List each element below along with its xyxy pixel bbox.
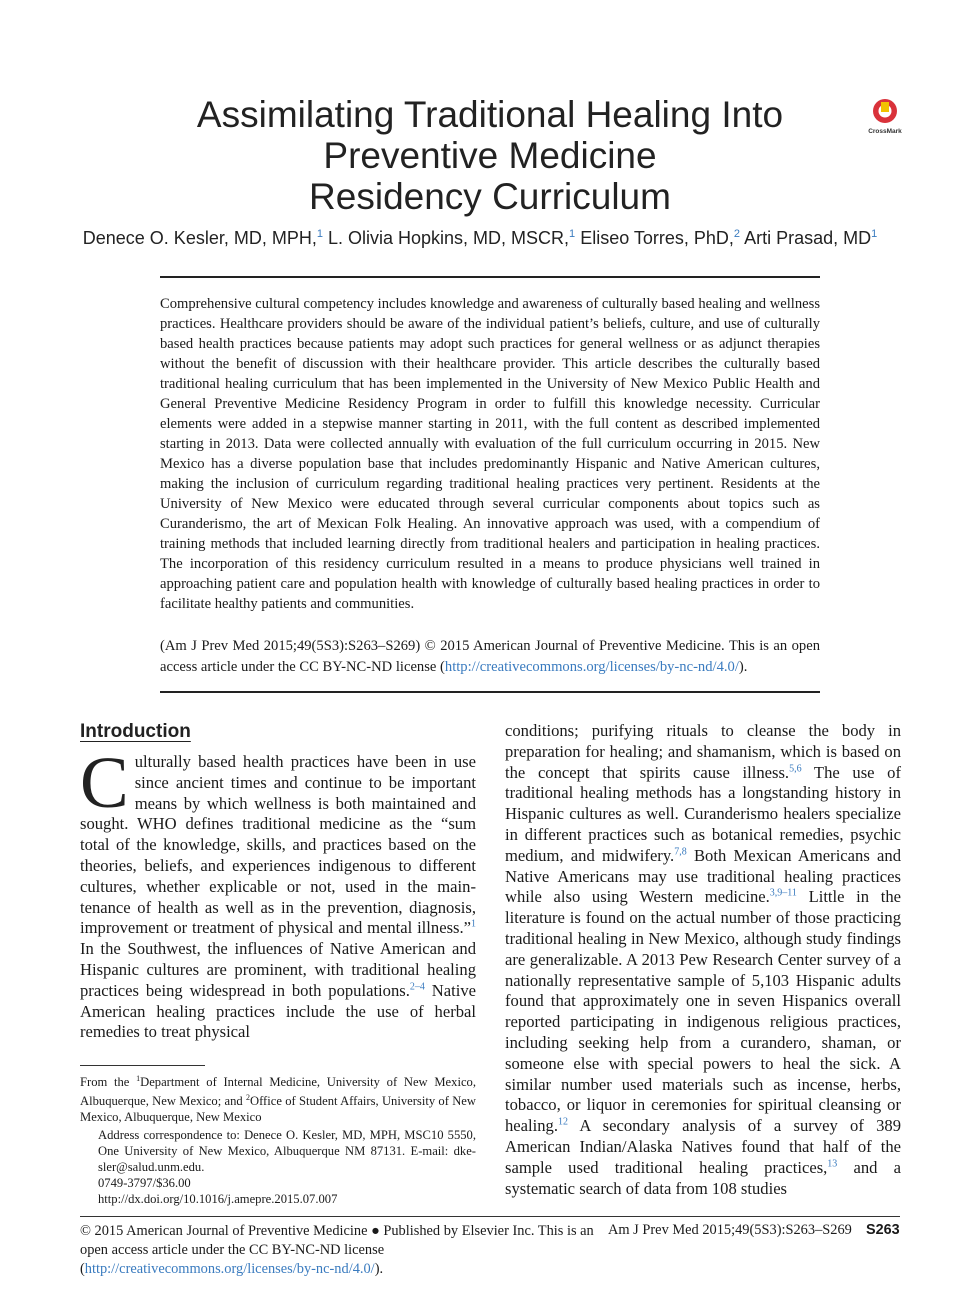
body-text: and a systematic search of data from 108 studies	[505, 1157, 901, 1198]
abstract-citation	[160, 636, 820, 677]
reference-link[interactable]: 2–4	[409, 981, 425, 993]
body-text: Native American healing practices include the use of herbal remedies to treat physical	[80, 980, 477, 1042]
reference-link[interactable]: 7,8	[674, 846, 687, 858]
author-name[interactable]: L. Olivia Hopkins, MD, MSCR,	[327, 228, 570, 248]
author-name[interactable]: Eliseo Torres, PhD,	[580, 228, 734, 248]
footer-copyright	[80, 1222, 600, 1279]
citation-suffix: ).	[738, 658, 748, 675]
intro-paragraph	[80, 742, 477, 1043]
reference-link[interactable]: 12	[558, 1116, 568, 1128]
author-list	[40, 228, 920, 249]
title-line: Assimilating Traditional Healing Into	[196, 94, 784, 135]
abstract-top-rule	[160, 276, 820, 278]
body-column-left	[80, 742, 477, 1043]
drop-cap: C	[80, 742, 129, 823]
intro-paragraph-continued	[505, 721, 901, 1199]
section-heading-introduction: Introduction	[80, 721, 191, 742]
reference-link[interactable]: 3,9–11	[769, 887, 797, 899]
abstract-text: Comprehensive cultural competency includes knowledge and awareness of culturally based healing and wellness practices. Healthcare providers should be aware of the individual patient’s beliefs, culture, and use of culturally based health practices because patients may adopt such practices for general wellness or as adjunct therapies without the benefit of discussion with their healthcare provider. This article describes the culturally based traditional healing curriculum that has been implemented in the University of New Mexico Public Health and General Preventive Medicine Residency Program in order to fulfill this knowledge necessity. Curricular elements were added in a stepwise manner starting in 2011, with the full content as described implemented starting in 2013. Data were collected annually with evaluation of the full curriculum occurring in 2015. New Mexico has a diverse population base that includes predominantly Hispanic and Native American cultures, making the inclusion of curriculum regarding traditional healing practices very pertinent. Residents at the University of New Mexico were educated through several curricular components about topics such as Curanderismo, the art of Mexican Folk Healing. An innovative approach was used, with a compendium of training methods that included learning directly from traditional healers and participation in healing practices. The incorporation of this residency curriculum resulted in a means to produce physicians well trained in approaching patient care and population health with knowledge of culturally based healing practices in order to facilitate healthy patients and communities.	[160, 296, 820, 612]
abstract	[160, 294, 820, 614]
affiliation-mark: 2	[733, 228, 741, 240]
crossmark-bookmark	[881, 102, 889, 112]
body-column-right	[505, 721, 901, 1199]
footer-rule	[80, 1216, 900, 1217]
reference-link[interactable]: 5,6	[789, 763, 802, 775]
citation-text: (Am J Prev Med 2015;49(5S3):S263–S269) © 2015 American Journal of Preventive Medicine. This is an open access article under the CC BY-NC-ND license (	[160, 638, 820, 675]
body-text: The use of traditional healing methods has a longstanding history in Hispanic cultures as well. Curanderismo healers specialize in different practices such as botanical remedies, psychic medium, and midwifery.	[505, 762, 902, 865]
author-name[interactable]: Arti Prasad, MD	[744, 228, 872, 248]
footer-suffix: ).	[374, 1261, 384, 1277]
footer-text: © 2015 American Journal of Preventive Medicine ● Published by Elsevier Inc. This is an open access article under the CC BY-NC-ND license (	[80, 1223, 594, 1277]
body-text: ulturally based health practices have been in use since ancient times and continue to be important means by which wellness is both maintained and sought. WHO defines traditional medicine as the “sum total of the knowledge, skills, and practices based on the theories, beliefs, and experiences indigenous to different cultures, whether explicable or not, used in the maintenance of health as well as in the prevention, diagnosis, improvement or treatment of physical and mental illness.”	[80, 752, 476, 938]
issn-note: 0749-3797/$36.00	[98, 1176, 191, 1191]
affiliation-mark: 1	[871, 228, 878, 240]
title-line: Preventive Medicine	[323, 135, 657, 176]
footer-journal-citation: Am J Prev Med 2015;49(5S3):S263–S269	[608, 1222, 852, 1238]
footnote-text: Department of Internal Medicine, University of New Mexico, Albuquerque, New Mexico; and	[80, 1075, 476, 1109]
affiliation-mark: 1	[136, 1074, 141, 1083]
page-number: S263	[866, 1222, 900, 1238]
footnote-rule	[80, 1065, 205, 1066]
article-title	[130, 94, 850, 217]
footnotes	[80, 1071, 476, 1207]
body-text: A secondary analysis of a survey of 389 American Indian/Alaska Natives found that half of the sample used traditional healing practices,	[505, 1116, 901, 1177]
crossmark-label: CrossMark	[868, 128, 902, 135]
author-name[interactable]: Denece O. Kesler, MD, MPH,	[82, 228, 317, 248]
affiliation-mark: 1	[316, 228, 323, 240]
reference-link[interactable]: 1	[471, 918, 476, 930]
footer-license-link[interactable]: http://creativecommons.org/licenses/by-nc-nd/4.0/	[84, 1261, 375, 1277]
abstract-bottom-rule	[160, 691, 820, 693]
footnote-text: From the	[80, 1075, 137, 1090]
affiliations-note	[80, 1071, 476, 1125]
footnote-text: Office of Student Affairs, University of New Mexico, Albuquerque, New Mexico	[80, 1094, 476, 1125]
affiliation-mark: 2	[246, 1093, 250, 1103]
correspondence-note: Address correspondence to: Denece O. Kesler, MD, MPH, MSC10 5550, One University of New Mexico, Albuquerque NM 87131. E-mail: dkesler@salud.unm.edu.	[98, 1128, 476, 1175]
affiliation-mark: 1	[569, 228, 576, 240]
doi-note[interactable]: http://dx.doi.org/10.1016/j.amepre.2015.07.007	[98, 1192, 338, 1207]
body-text: Little in the literature is found on the actual number of those practicing traditional healing in New Mexico, although study findings are generalizable. A 2013 Pew Research Center survey of a nationally representative sample of 5,103 Hispanic adults found that approximately one in seven Hispanics overall reported participating in indigenous religious practices, including seeking help from a curandero, shaman, or someone else with special powers to heal the sick. A similar number used materials such as incense, herbs, tobacco, or liquor in ceremonies for spiritual cleansing or healing.	[505, 887, 901, 1136]
reference-link[interactable]: 13	[827, 1158, 838, 1170]
body-text: Both Mexican Americans and Native Americans may use traditional healing practices while also using Western medicine.	[505, 845, 902, 907]
body-text: In the Southwest, the influences of Native American and Hispanic cultures are prominent, with traditional healing practices being widespread in both populations.	[80, 939, 476, 1000]
license-link[interactable]: http://creativecommons.org/licenses/by-nc-nd/4.0/	[444, 658, 739, 675]
title-line: Residency Curriculum	[309, 176, 671, 217]
body-text: conditions; purifying rituals to cleanse the body in preparation for healing; and shamanism, which is based on the concept that spirits cause illness.	[505, 721, 901, 782]
crossmark-icon[interactable]	[868, 98, 902, 136]
